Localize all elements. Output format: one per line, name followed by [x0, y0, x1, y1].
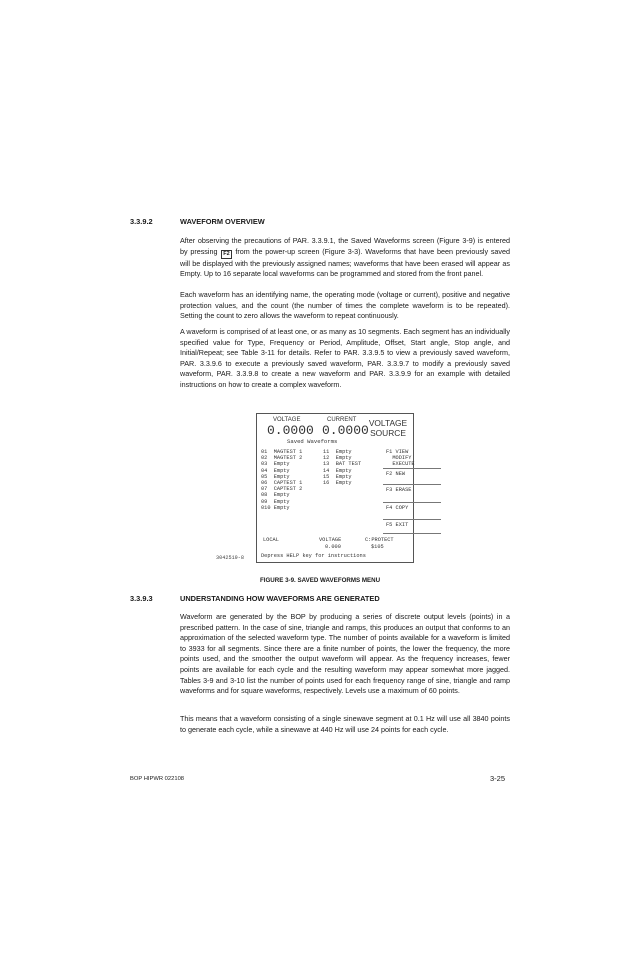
f4-copy-option: F4 COPY: [383, 502, 441, 511]
section-number: 3.3.9.2: [130, 217, 153, 226]
function-key-icon: F2: [223, 250, 230, 257]
figure-caption: FIGURE 3-9. SAVED WAVEFORMS MENU: [260, 577, 381, 584]
mode-indicator: [365, 418, 411, 438]
section-title: WAVEFORM OVERVIEW: [180, 217, 265, 226]
paragraph: [180, 236, 510, 280]
paragraph: Waveform are generated by the BOP by producing a series of discrete output levels (points) in a prescribed pattern. In the case of sine, triangle and ramps, this produces an output that conforms to an approximation of the selected waveform type. The number of points available for a waveform is limited to 3933 for all segments. Since there are a finite number of points, the lower the frequency, the more points used, and the smoother the output waveform will appear. As the frequency increases, fewer points are available for each cycle and the resulting waveform may appear somewhat more jagged. Tables 3-9 and 3-10 list the number of points used for each frequency range of sine, triangle and ramp waveforms and for square waveforms, respectively. Levels use a maximum of 60 points.: [180, 612, 510, 696]
mode-line: VOLTAGE: [368, 418, 408, 428]
status-protect-label: C:PROTECT: [365, 537, 394, 543]
waveform-list-right: 11 Empty 12 Empty 13 BAT TEST 14 Empty 15 Empty 16 Empty: [323, 449, 362, 487]
f3-erase-option: F3 ERASE: [383, 484, 441, 493]
voltage-label: VOLTAGE: [273, 417, 301, 423]
footer-doc-id: BOP HIPWR 022108: [130, 776, 185, 782]
mode-line: SOURCE: [370, 428, 406, 438]
current-readout: 0.0000: [322, 423, 369, 438]
status-protect-value: $105: [371, 544, 384, 550]
status-local: LOCAL: [263, 537, 279, 543]
current-label: CURRENT: [327, 417, 357, 423]
list-title: Saved Waveforms: [287, 438, 338, 445]
paragraph-text: from the power-up screen (Figure 3-3). Waveforms that have been previously saved will be displayed with the previously assigned names; waveforms that have been erased will appear as Empty. Up to 16 separate local waveforms can be programmed and stored from the front panel.: [180, 246, 511, 279]
paragraph: A waveform is comprised of at least one, or as many as 10 segments. Each segment has an individually specified value for Type, Frequency or Period, Amplitude, Offset, Start angle, Stop angle, and Initial/Repeat; see Table 3-11 for details. Refer to PAR. 3.3.9.5 to view a previously saved waveform, PAR. 3.3.9.6 to execute a previously saved waveform, PAR. 3.3.9.7 to modify a previously saved waveform, PAR. 3.3.9.8 to create a new waveform and PAR. 3.3.9.9 for an example with detailed instructions on how to create a complex waveform.: [180, 327, 510, 389]
status-voltage-label: VOLTAGE: [319, 537, 342, 543]
section-title: UNDERSTANDING HOW WAVEFORMS ARE GENERATED: [180, 594, 380, 603]
section-number: 3.3.9.3: [130, 594, 153, 603]
waveform-list-left: 01 MAGTEST 1 02 MAGTEST 2 03 Empty 04 Empty 05 Empty 06 CAPTEST 1 07 CAPTEST 2 08 Empty 09 Empty 010 Empty: [261, 449, 303, 511]
figure-id: 3042519-8: [216, 555, 245, 561]
saved-waveforms-screen: [256, 413, 414, 563]
help-line: Depress HELP key for instructions: [261, 553, 366, 559]
f5-exit-option: F5 EXIT: [383, 519, 441, 534]
status-voltage-value: 0.000: [325, 544, 341, 550]
page-number: 3-25: [490, 774, 506, 783]
paragraph: Each waveform has an identifying name, the operating mode (voltage or current), positive and negative protection values, and the count (the number of times the complete waveform is to be repeated). Setting the count to zero allows the waveform to repeat continuously.: [180, 290, 510, 321]
f2-new-option: F2 NEW: [383, 468, 441, 477]
f1-view-option: F1 VIEW MODIFY EXECUTE: [386, 449, 415, 467]
paragraph: This means that a waveform consisting of a single sinewave segment at 0.1 Hz will use all 3840 points to generate each cycle, while a sinewave at 440 Hz will use 24 points for each cycle.: [180, 714, 510, 734]
voltage-readout: 0.0000: [267, 423, 314, 438]
paragraph-text: After observing the precautions of PAR. 3.3.9.1, the Saved Waveforms screen (Figure 3-9) is entered by pressing: [180, 236, 510, 256]
